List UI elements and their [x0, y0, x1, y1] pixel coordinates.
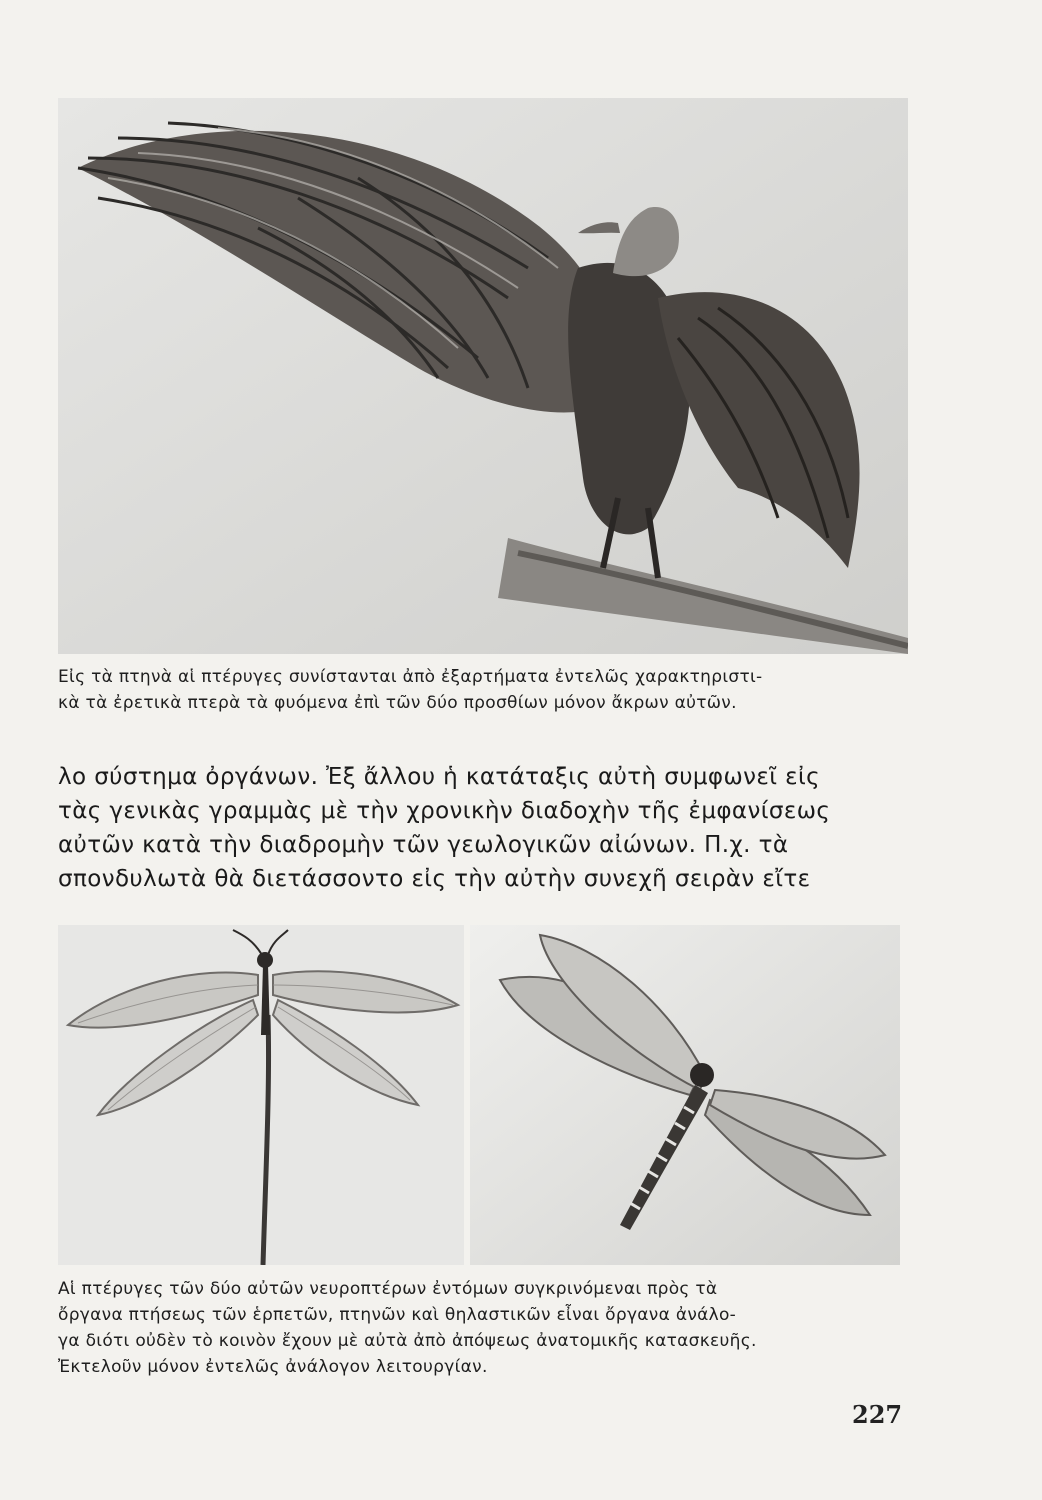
body-paragraph	[58, 760, 908, 896]
caption-line: Αἱ πτέρυγες τῶν δύο αὐτῶν νευροπτέρων ἐντόμων συγκρινόμεναι πρὸς τὰ	[58, 1279, 718, 1299]
caption-line: Ἐκτελοῦν μόνον ἐντελῶς ἀνάλογον λειτουργίαν.	[58, 1357, 488, 1377]
bird-photo	[58, 98, 908, 654]
caption-line: Εἰς τὰ πτηνὰ αἱ πτέρυγες συνίστανται ἀπὸ ἐξαρτήματα ἐντελῶς χαρακτηριστι-	[58, 667, 763, 687]
body-line: σπονδυλωτὰ θὰ διετάσσοντο εἰς τὴν αὐτὴν συνεχῆ σειρὰν εἴτε	[58, 866, 811, 892]
lacewing-illustration	[58, 925, 464, 1265]
caption-line: κὰ τὰ ἐρετικὰ πτερὰ τὰ φυόμενα ἐπὶ τῶν δύο προσθίων μόνον ἄκρων αὐτῶν.	[58, 693, 737, 713]
dragonfly-photo	[470, 925, 900, 1265]
body-line: τὰς γενικὰς γραμμὰς μὲ τὴν χρονικὴν διαδοχὴν τῆς ἐμφανίσεως	[58, 798, 831, 824]
bird-illustration	[58, 98, 908, 654]
body-line: αὐτῶν κατὰ τὴν διαδρομὴν τῶν γεωλογικῶν αἰώνων. Π.χ. τὰ	[58, 832, 789, 858]
page-number: 227	[852, 1400, 903, 1429]
body-line: λο σύστημα ὀργάνων. Ἐξ ἄλλου ἡ κατάταξις αὐτὴ συμφωνεῖ εἰς	[58, 764, 821, 790]
insects-caption	[58, 1276, 920, 1380]
caption-line: ὄργανα πτήσεως τῶν ἑρπετῶν, πτηνῶν καὶ θηλαστικῶν εἶναι ὄργανα ἀνάλο-	[58, 1305, 737, 1325]
bird-caption	[58, 664, 918, 716]
lacewing-photo	[58, 925, 464, 1265]
caption-line: γα διότι οὐδὲν τὸ κοινὸν ἔχουν μὲ αὐτὰ ἀπὸ ἀπόψεως ἀνατομικῆς κατασκευῆς.	[58, 1331, 757, 1351]
dragonfly-illustration	[470, 925, 900, 1265]
